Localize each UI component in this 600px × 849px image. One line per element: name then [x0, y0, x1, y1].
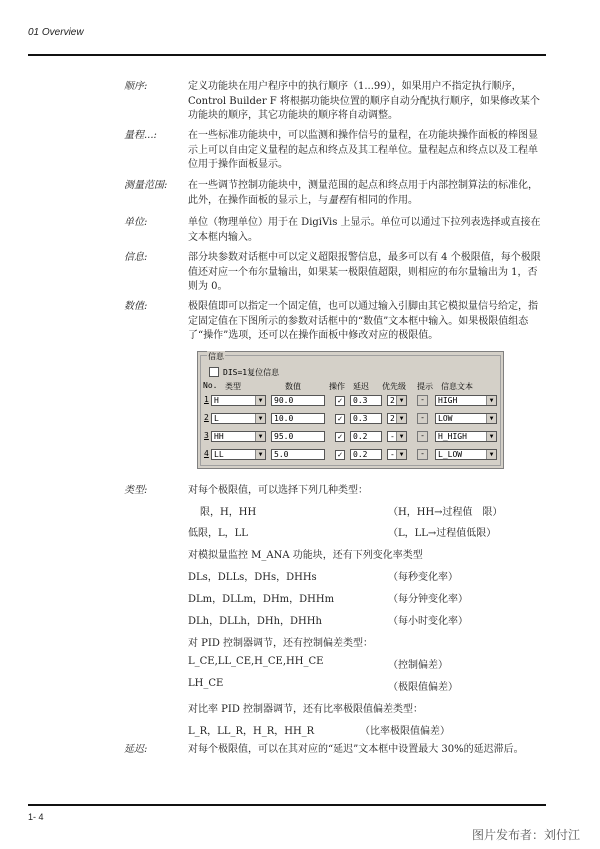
body-measure-pre: 在一些调节控制功能块中，测量范围的起点和终点用于内部控制算法的标准化，此外，在操作面板的显示上，与 [188, 180, 538, 206]
priority-select[interactable] [387, 449, 407, 460]
body-measure-range [188, 179, 544, 208]
type-value: HH [214, 432, 224, 441]
type-select[interactable] [211, 413, 266, 424]
types-l5-right: （每分钟变化率） [388, 594, 468, 605]
text-select[interactable] [435, 431, 497, 442]
value-input[interactable]: 5.0 [271, 449, 325, 460]
types-l9-right: （极限值偏差） [388, 682, 458, 693]
col-header-type: 类型 [225, 382, 241, 391]
col-header-priority: 优先级 [382, 382, 406, 391]
page-number: 1- 4 [28, 812, 44, 822]
chevron-down-icon: ▼ [396, 450, 406, 459]
limit-row-4 [201, 448, 500, 462]
hint-button[interactable]: - [417, 413, 428, 424]
row-number: 1 [204, 395, 209, 404]
col-header-delay: 延迟 [353, 382, 369, 391]
text-value: HIGH [438, 396, 458, 405]
priority-select[interactable] [387, 395, 407, 406]
limit-row-1 [201, 394, 500, 408]
body-measure-post: 有相同的作用。 [348, 194, 418, 206]
value-input[interactable]: 10.0 [271, 413, 325, 424]
value-input[interactable]: 90.0 [271, 395, 325, 406]
types-l5-left: DLm，DLLm，DHm，DHHm [188, 594, 335, 605]
priority-select[interactable] [387, 413, 407, 424]
type-select[interactable] [211, 449, 266, 460]
col-header-text: 信息文本 [441, 382, 473, 391]
col-header-value: 数值 [285, 382, 301, 391]
text-value: H_HIGH [438, 432, 467, 441]
section-value [124, 300, 544, 344]
watermark: 图片发布者：刘付江 [471, 828, 580, 842]
chevron-down-icon: ▼ [486, 396, 496, 405]
delay-input[interactable]: 0.2 [350, 431, 382, 442]
type-select[interactable] [211, 395, 266, 406]
types-l8-right: （控制偏差） [388, 660, 448, 671]
col-header-hint: 提示 [417, 382, 433, 391]
types-l6-right: （每小时变化率） [388, 616, 468, 627]
term-range: 量程...: [124, 130, 157, 141]
types-l1-left: 限，H，HH [200, 507, 257, 518]
section-range [124, 129, 544, 173]
priority-select[interactable] [387, 431, 407, 442]
types-l11-left: L_R，LL_R，H_R，HH_R [188, 726, 315, 737]
chevron-down-icon: ▼ [396, 414, 406, 423]
chevron-down-icon: ▼ [396, 396, 406, 405]
types-l8-left: L_CE,LL_CE,H_CE,HH_CE [188, 656, 324, 667]
types-l4-right: （每秒变化率） [388, 572, 458, 583]
types-l4-left: DLs，DLLs，DHs，DHHs [188, 572, 317, 583]
col-header-operate: 操作 [329, 382, 345, 391]
operate-checkbox[interactable]: ✓ [335, 432, 345, 442]
chevron-down-icon: ▼ [486, 450, 496, 459]
footer-rule [28, 804, 546, 806]
body-unit: 单位（物理单位）用于在 DigiVis 上显示。单位可以通过下拉列表选择或直接在文本框内输入。 [188, 217, 541, 243]
section-unit [124, 216, 544, 245]
section-sequence [124, 80, 544, 124]
delay-input[interactable]: 0.3 [350, 413, 382, 424]
priority-value: - [390, 432, 395, 441]
types-intro: 对每个极限值，可以选择下列几种类型： [188, 485, 368, 496]
text-value: LOW [438, 414, 453, 423]
hint-button[interactable]: - [417, 449, 428, 460]
text-select[interactable] [435, 413, 497, 424]
chevron-down-icon: ▼ [396, 432, 406, 441]
term-sequence: 顺序: [124, 81, 148, 92]
section-info [124, 251, 544, 295]
header-rule [28, 54, 546, 56]
term-value: 数值: [124, 301, 148, 312]
hint-button[interactable]: - [417, 431, 428, 442]
row-number: 4 [204, 449, 209, 458]
term-measure-range: 测量范围: [124, 180, 168, 191]
row-number: 2 [204, 413, 209, 422]
section-measure-range [124, 179, 544, 208]
types-l11-right: （比率极限值偏差） [360, 726, 450, 737]
groupbox-title: 信息 [208, 352, 224, 361]
body-sequence: 定义功能块在用户程序中的执行顺序（1...99），如果用户不指定执行顺序，Control Builder F 将根据功能块位置的顺序自动分配执行顺序，如果修改某个功能块的顺序，其它功能块的顺序将自动调整。 [188, 81, 540, 121]
col-header-no: No. [203, 381, 218, 390]
priority-value: 2 [390, 396, 395, 405]
chevron-down-icon: ▼ [486, 414, 496, 423]
body-delay: 对每个极限值，可以在其对应的“延迟”文本框中设置最大 30%的延迟滞后。 [188, 744, 524, 755]
types-l3: 对模拟量监控 M_ANA 功能块，还有下列变化率类型 [188, 550, 423, 561]
chevron-down-icon: ▼ [486, 432, 496, 441]
term-delay: 延迟: [124, 744, 148, 755]
section-delay [124, 743, 544, 758]
reset-checkbox[interactable] [209, 367, 219, 377]
value-input[interactable]: 95.0 [271, 431, 325, 442]
text-value: L_LOW [438, 450, 463, 459]
types-l2-right: （L，LL→过程值低限） [388, 528, 497, 539]
text-select[interactable] [435, 395, 497, 406]
hint-button[interactable]: - [417, 395, 428, 406]
chevron-down-icon: ▼ [255, 396, 265, 405]
chevron-down-icon: ▼ [255, 414, 265, 423]
type-select[interactable] [211, 431, 266, 442]
body-info: 部分块参数对话框中可以定义超限报警信息，最多可以有 4 个极限值，每个极限值还对应一个布尔量输出，如果某一极限值超限，则相应的布尔量输出为 1，否则为 0。 [188, 252, 541, 292]
reset-label: DIS=1复位信息 [223, 368, 280, 377]
term-info: 信息: [124, 252, 148, 263]
limit-info-dialog [197, 351, 504, 469]
types-l10: 对比率 PID 控制器调节，还有比率极限值偏差类型： [188, 704, 424, 715]
types-l9-left: LH_CE [188, 678, 224, 689]
limit-row-2 [201, 412, 500, 426]
body-value: 极限值即可以指定一个固定值，也可以通过输入引脚由其它模拟量信号给定，指定固定值在下图所示的参数对话框中的“数值”文本框中输入。如果极限值组态了“操作”选项，还可以在操作面板中修改对应的极限值。 [188, 301, 538, 341]
types-l2-left: 低限，L，LL [188, 528, 248, 539]
types-l7: 对 PID 控制器调节，还有控制偏差类型： [188, 638, 374, 649]
operate-checkbox[interactable]: ✓ [335, 450, 345, 460]
operate-checkbox[interactable]: ✓ [335, 396, 345, 406]
priority-value: - [390, 450, 395, 459]
operate-checkbox[interactable]: ✓ [335, 414, 345, 424]
info-groupbox [200, 352, 501, 466]
type-value: H [214, 396, 219, 405]
chevron-down-icon: ▼ [255, 432, 265, 441]
row-number: 3 [204, 431, 209, 440]
priority-value: 2 [390, 414, 395, 423]
types-l1-right: （H，HH→过程值 限） [388, 507, 503, 518]
delay-input[interactable]: 0.3 [350, 395, 382, 406]
term-unit: 单位: [124, 217, 148, 228]
body-measure-em: 量程 [328, 194, 348, 206]
chapter-header: 01 Overview [28, 27, 84, 38]
body-range: 在一些标准功能块中，可以监测和操作信号的量程，在功能块操作面板的棒图显示上可以自由定义量程的起点和终点及其工程单位。量程起点和终点以及工程单位用于操作面板显示。 [188, 130, 538, 170]
type-value: LL [214, 450, 224, 459]
text-select[interactable] [435, 449, 497, 460]
limit-row-3 [201, 430, 500, 444]
delay-input[interactable]: 0.2 [350, 449, 382, 460]
type-value: L [214, 414, 219, 423]
types-l6-left: DLh，DLLh，DHh，DHHh [188, 616, 322, 627]
chevron-down-icon: ▼ [255, 450, 265, 459]
term-types: 类型: [124, 485, 148, 496]
